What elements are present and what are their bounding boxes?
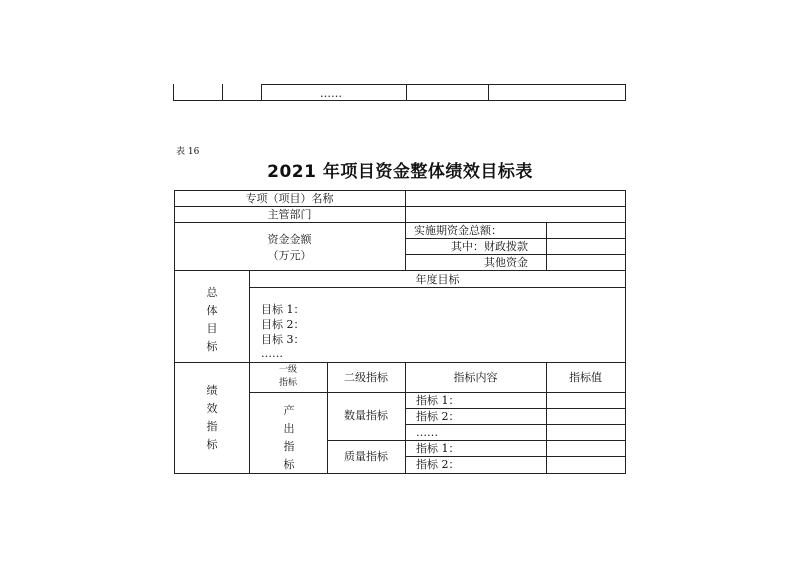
level2-header: 二级指标 [344, 371, 388, 384]
row-divider [405, 456, 626, 457]
row-divider [174, 362, 626, 363]
top-table-vline [261, 84, 262, 101]
quantity-item: …… [416, 426, 438, 439]
overall-goal-side-label: 总体目标 [206, 286, 218, 353]
row-divider [405, 254, 626, 255]
top-table-vline [222, 84, 223, 101]
top-table-vline [406, 84, 407, 101]
value-header: 指标值 [569, 371, 602, 384]
goal-item: 目标 3： [261, 333, 305, 346]
fiscal-funds-label: 其中：财政拨款 [451, 240, 528, 253]
table-border-bottom [174, 473, 626, 474]
quality-indicator-label: 质量指标 [344, 450, 388, 463]
table-border-top [174, 190, 626, 191]
top-table-inner-border [261, 84, 626, 85]
row-divider [174, 270, 626, 271]
goal-item: 目标 1： [261, 303, 305, 316]
quality-item: 指标 2： [416, 458, 460, 471]
row-divider [405, 238, 626, 239]
level1-header-line2: 指标 [278, 378, 297, 388]
row-divider [249, 287, 626, 288]
other-funds-label: 其他资金 [484, 256, 528, 269]
quality-item: 指标 1： [416, 442, 460, 455]
page-title: 2021 年项目资金整体绩效目标表 [267, 162, 533, 182]
top-table-ellipsis: …… [320, 87, 342, 100]
content-header: 指标内容 [453, 371, 498, 384]
total-funds-label: 实施期资金总额： [414, 224, 502, 237]
top-table-vline [625, 84, 626, 101]
quantity-item: 指标 1： [416, 394, 460, 407]
goal-item: 目标 2： [261, 318, 305, 331]
col-divider [546, 222, 547, 271]
department-label: 主管部门 [267, 208, 312, 221]
annual-goal-header: 年度目标 [415, 273, 460, 286]
row-divider [174, 222, 626, 223]
level1-header-line1: 一级 [278, 365, 297, 375]
row-divider [327, 440, 626, 441]
row-divider [249, 392, 626, 393]
col-divider [405, 190, 406, 271]
funds-amount-unit: （万元） [267, 249, 312, 262]
indicators-side-label: 绩效指标 [206, 384, 218, 451]
project-name-label: 专项（项目）名称 [245, 192, 334, 205]
top-table-vline [173, 84, 174, 101]
top-table-bottom-border [173, 100, 626, 101]
goal-item: …… [261, 347, 283, 360]
row-divider [405, 408, 626, 409]
row-divider [174, 206, 626, 207]
funds-amount-label: 资金金额 [267, 233, 312, 246]
row-divider [405, 424, 626, 425]
quantity-item: 指标 2： [416, 410, 460, 423]
quantity-indicator-label: 数量指标 [344, 409, 388, 422]
table-label: 表 16 [176, 147, 200, 157]
table-border-right [625, 190, 626, 474]
top-table-vline [488, 84, 489, 101]
output-indicator-label: 产出指标 [283, 404, 295, 471]
